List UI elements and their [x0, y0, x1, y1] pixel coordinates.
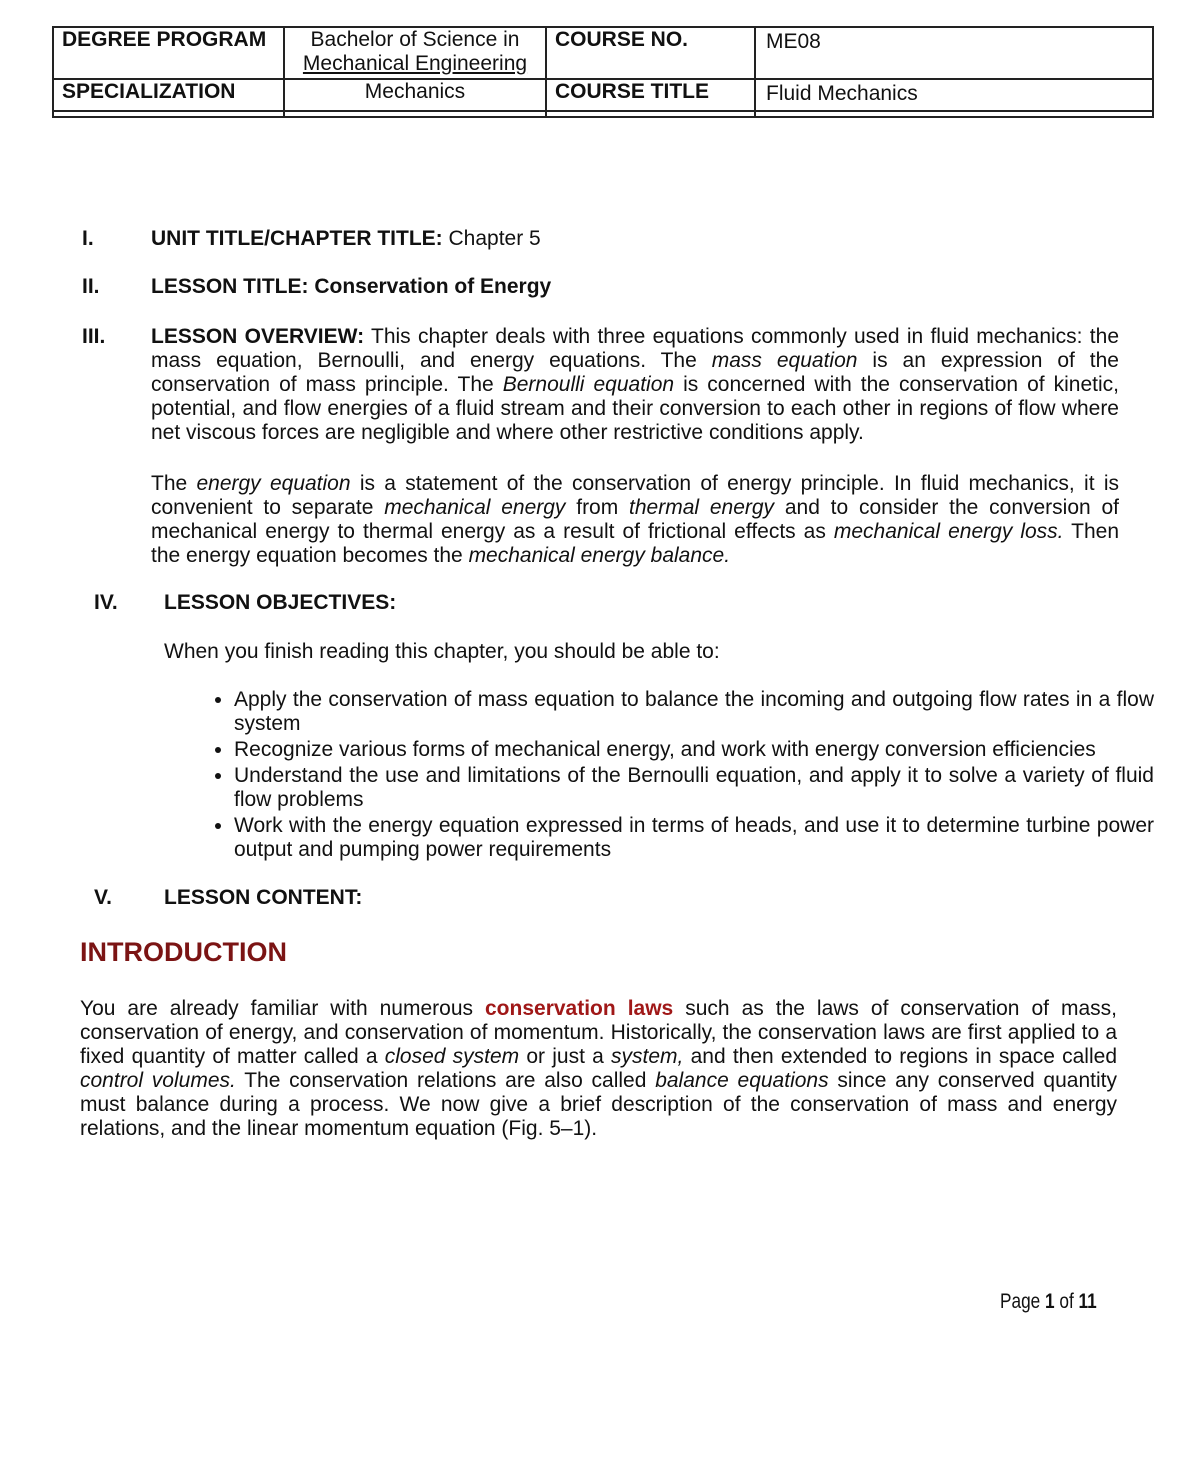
intro-text: You are already familiar with numerous [80, 997, 485, 1020]
course-no-value: ME08 [755, 27, 1153, 79]
degree-program-line1: Bachelor of Science in [310, 28, 520, 51]
intro-highlight: conservation laws [485, 997, 674, 1020]
course-title-value: Fluid Mechanics [755, 79, 1153, 117]
list-item: • Understand the use and limitations of the Bernoulli equation, and apply it to solve a variety of fluid flow problems [234, 764, 1154, 812]
introduction-paragraph [80, 997, 1117, 1141]
specialization-label: SPECIALIZATION [53, 79, 284, 117]
unit-title [151, 227, 541, 251]
overview-paragraph-2 [151, 472, 1119, 568]
intro-text: since any conserved quantity must balance during a process. We now give a brief description of the conservation of mass and energy relations, and the linear momentum equation (Fig. 5–1). [80, 1069, 1117, 1140]
lesson-numeral: II. [82, 275, 100, 298]
intro-text: such as the laws of conservation of mass, conservation of energy, and conservation of momentum. Historically, the conservation laws are first applied to a fixed quantity of matter called a [80, 997, 1117, 1068]
list-item: • Apply the conservation of mass equation to balance the incoming and outgoing flow rates in a flow system [234, 688, 1154, 736]
overview-emphasis: mechanical energy balance. [468, 544, 731, 567]
overview-text: Then the energy equation becomes the [151, 520, 1120, 567]
overview-text: is a statement of the conservation of energy principle. In fluid mechanics, it is convenient to separate [151, 472, 1119, 519]
intro-emphasis: system, [611, 1045, 684, 1068]
intro-text: The conservation relations are also called [235, 1069, 656, 1092]
page-of: of [1054, 1290, 1079, 1313]
page-total: 11 [1078, 1290, 1097, 1313]
overview-numeral: III. [82, 325, 106, 348]
overview-emphasis: mass equation [711, 349, 858, 372]
overview-text: from [565, 496, 630, 519]
list-item: • Recognize various forms of mechanical energy, and work with energy conversion efficiencies [234, 738, 1154, 762]
degree-program-line2: Mechanical Engineering [302, 52, 528, 75]
degree-program-label: DEGREE PROGRAM [53, 27, 284, 79]
page-number [1000, 1290, 1097, 1314]
page-prefix: Page [1000, 1290, 1046, 1313]
intro-emphasis: closed system [384, 1045, 520, 1068]
overview-text: This chapter deals with three equations commonly used in fluid mechanics: the mass equation, Bernoulli, and energy equations. The [151, 325, 1119, 372]
unit-title-label: UNIT TITLE/CHAPTER TITLE: [151, 227, 443, 250]
objectives-list [198, 688, 1154, 864]
objectives-heading: LESSON OBJECTIVES: [164, 591, 397, 614]
lesson-title: LESSON TITLE: Conservation of Energy [151, 275, 552, 298]
list-item: • Work with the energy equation expressed in terms of heads, and use it to determine turbine power output and pumping power requirements [234, 814, 1154, 862]
unit-title-value: Chapter 5 [442, 227, 541, 250]
intro-text: and then extended to regions in space called [683, 1045, 1117, 1068]
overview-emphasis: Bernoulli equation [502, 373, 675, 396]
overview-paragraph-1 [151, 325, 1119, 445]
page-current: 1 [1045, 1290, 1055, 1313]
objectives-intro: When you finish reading this chapter, you should be able to: [164, 640, 720, 663]
overview-label: LESSON OVERVIEW: [151, 325, 365, 348]
objectives-numeral: IV. [94, 591, 118, 614]
course-no-label: COURSE NO. [546, 27, 755, 79]
course-title-label: COURSE TITLE [546, 79, 755, 117]
header-bottom-rule [52, 110, 1152, 112]
intro-emphasis: control volumes. [80, 1069, 236, 1092]
overview-text: and to consider the conversion of mechanical energy to thermal energy as a result of frictional effects as [151, 496, 1120, 543]
intro-text: or just a [519, 1045, 612, 1068]
overview-emphasis: mechanical energy [384, 496, 566, 519]
overview-text: is an expression of the conservation of mass principle. The [151, 349, 1119, 396]
content-heading: LESSON CONTENT: [164, 886, 363, 909]
course-header-table [52, 26, 1154, 118]
overview-emphasis: mechanical energy loss. [833, 520, 1064, 543]
introduction-title: INTRODUCTION [80, 937, 287, 967]
specialization-value: Mechanics [284, 79, 546, 117]
unit-numeral: I. [82, 227, 94, 250]
overview-emphasis: thermal energy [629, 496, 775, 519]
degree-program-value [284, 27, 546, 79]
content-numeral: V. [94, 886, 112, 909]
overview-emphasis: energy equation [196, 472, 351, 495]
intro-emphasis: balance equations [655, 1069, 829, 1092]
overview-text: is concerned with the conservation of kinetic, potential, and flow energies of a fluid stream and their conversion to each other in regions of flow where net viscous forces are negligible and where other restrictive conditions apply. [151, 373, 1119, 444]
overview-text: The [151, 472, 197, 495]
